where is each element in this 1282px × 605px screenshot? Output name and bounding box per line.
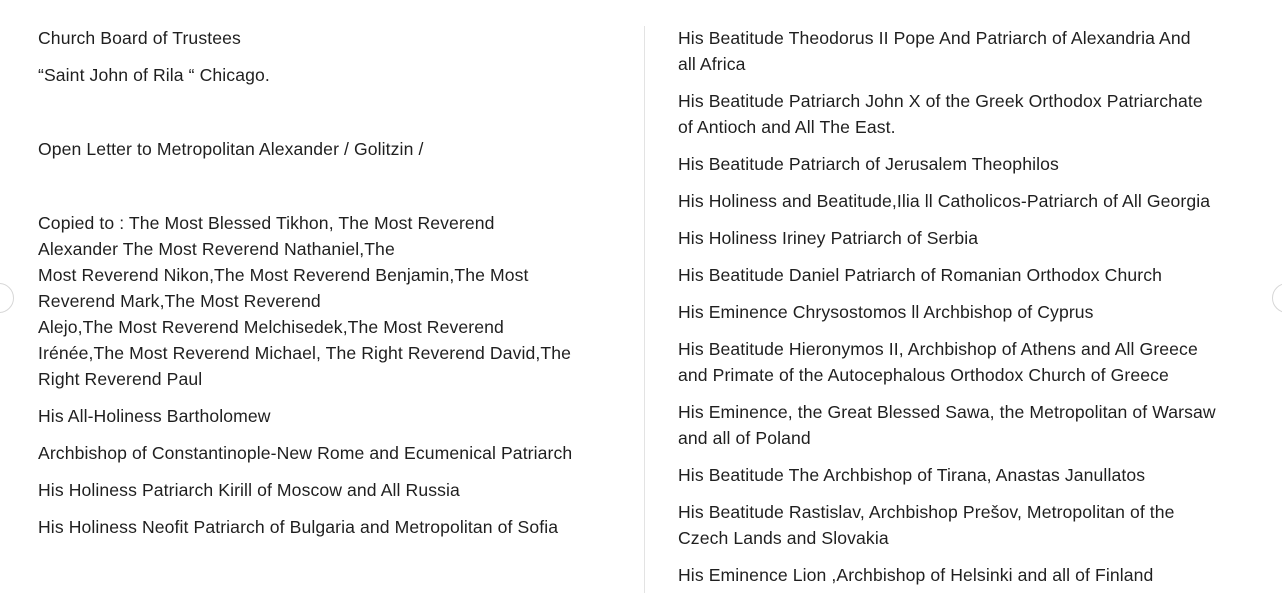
board-title: Church Board of Trustees [38,28,241,48]
recipient-paragraph [678,88,1260,140]
recipient-line: His Beatitude Rastislav, Archbishop Prešov, Metropolitan of the [678,502,1175,522]
recipient-paragraph [678,499,1260,551]
recipient-line: all Africa [678,54,746,74]
copied-to-line: Copied to : The Most Blessed Tikhon, The Most Reverend [38,213,495,233]
recipient-paragraph [678,562,1260,588]
recipient-line: His All-Holiness Bartholomew [38,406,271,426]
copied-to-line: Most Reverend Nikon,The Most Reverend Benjamin,The Most [38,265,529,285]
recipient-paragraph [678,225,1260,251]
copied-to-line: Alejo,The Most Reverend Melchisedek,The Most Reverend [38,317,504,337]
right-column [678,25,1260,599]
recipient-line: His Beatitude Patriarch of Jerusalem Theophilos [678,154,1059,174]
left-column [38,25,613,551]
recipient-paragraph [678,188,1260,214]
blank-line [38,173,613,210]
column-divider [644,26,645,593]
scroll-right-button[interactable] [1272,283,1282,313]
recipient-paragraph [678,151,1260,177]
recipient-paragraph [678,336,1260,388]
recipient-line: Archbishop of Constantinople-New Rome and Ecumenical Patriarch [38,443,573,463]
recipient-paragraph [678,462,1260,488]
blank-line [38,99,613,136]
recipient-paragraph [678,299,1260,325]
recipient-line: His Eminence Chrysostomos ll Archbishop of Cyprus [678,302,1094,322]
scroll-left-button[interactable] [0,283,14,313]
recipient-line: His Beatitude Patriarch John X of the Greek Orthodox Patriarchate [678,91,1203,111]
copied-to-line: Irénée,The Most Reverend Michael, The Right Reverend David,The [38,343,571,363]
recipient-paragraph [678,399,1260,451]
recipient-line: His Beatitude Daniel Patriarch of Romanian Orthodox Church [678,265,1163,285]
recipient-line: His Eminence Lion ,Archbishop of Helsinki and all of Finland [678,565,1154,585]
copied-to-line: Right Reverend Paul [38,369,203,389]
copied-to-paragraph [38,210,613,392]
letter-title: Open Letter to Metropolitan Alexander / Golitzin / [38,139,424,159]
recipient-line: and all of Poland [678,428,811,448]
recipient-paragraph [678,262,1260,288]
recipient-line: His Holiness and Beatitude,Ilia ll Catholicos-Patriarch of All Georgia [678,191,1211,211]
recipient-line: His Holiness Neofit Patriarch of Bulgaria and Metropolitan of Sofia [38,517,559,537]
copied-to-line: Reverend Mark,The Most Reverend [38,291,321,311]
recipient-line: His Beatitude Theodorus II Pope And Patriarch of Alexandria And [678,28,1191,48]
recipient-line: His Beatitude The Archbishop of Tirana, Anastas Janullatos [678,465,1146,485]
recipient-line: His Holiness Patriarch Kirill of Moscow and All Russia [38,480,460,500]
parish-line: “Saint John of Rila “ Chicago. [38,65,270,85]
recipient-line: Czech Lands and Slovakia [678,528,889,548]
recipient-line: His Holiness Iriney Patriarch of Serbia [678,228,979,248]
recipient-line: His Eminence, the Great Blessed Sawa, the Metropolitan of Warsaw [678,402,1216,422]
recipient-line: and Primate of the Autocephalous Orthodox Church of Greece [678,365,1169,385]
recipient-line: His Beatitude Hieronymos II, Archbishop of Athens and All Greece [678,339,1198,359]
recipient-paragraph [678,25,1260,77]
copied-to-line: Alexander The Most Reverend Nathaniel,The [38,239,395,259]
recipient-line: of Antioch and All The East. [678,117,896,137]
